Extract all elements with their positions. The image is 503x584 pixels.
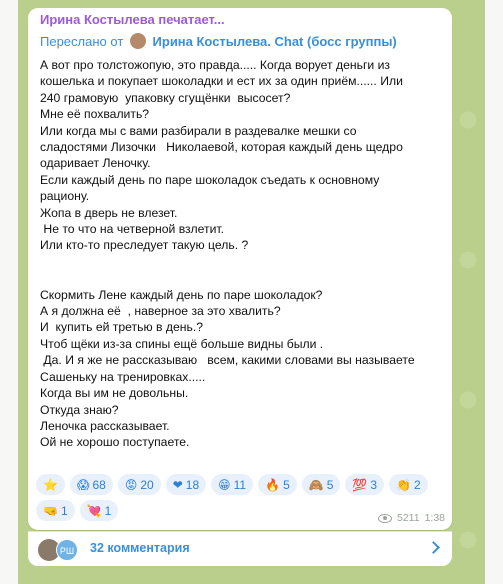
reaction-chip[interactable] xyxy=(302,474,341,495)
reaction-count: 5 xyxy=(326,477,334,492)
message-line: Когда вы им не довольны. xyxy=(40,386,189,401)
message-line: Да. И я же не рассказываю всем, какими словами вы называете xyxy=(40,353,415,368)
reaction-count: 20 xyxy=(140,477,154,492)
views-count: 5211 xyxy=(396,512,420,524)
message-line: А я должна её , наверное за это хвалить? xyxy=(40,304,281,319)
heart-arrow-icon: 💘 xyxy=(86,503,102,518)
see-no-evil-monkey-icon: 🙈 xyxy=(308,477,324,492)
message-meta xyxy=(378,512,445,524)
screaming-face-icon: 😱 xyxy=(76,477,90,492)
reaction-chip[interactable] xyxy=(36,500,75,521)
commenter-avatar-initials: РШ xyxy=(56,539,78,561)
fist-icon: 🤜 xyxy=(43,503,58,518)
reaction-chip[interactable] xyxy=(70,474,113,495)
chevron-right-icon[interactable] xyxy=(427,541,440,554)
reaction-chip[interactable] xyxy=(345,474,384,495)
message-line: сладостями Лизочки Николаевой, которая каждый день щедро xyxy=(40,140,403,155)
reaction-count: 3 xyxy=(370,477,378,492)
message-line: Леночка рассказывает. xyxy=(40,418,170,433)
forwarded-prefix: Переслано от xyxy=(40,34,124,49)
forwarded-avatar xyxy=(130,33,146,49)
reaction-count: 1 xyxy=(60,503,68,518)
heart-icon: ❤ xyxy=(172,477,183,492)
reaction-chip[interactable] xyxy=(166,474,206,495)
typing-indicator: Ирина Костылева печатает... xyxy=(40,12,225,27)
message-line: Сашеньку на тренировках..... xyxy=(40,369,206,384)
message-line: Жопа в дверь не влезет. xyxy=(40,205,178,220)
reaction-chip[interactable] xyxy=(118,474,161,495)
message-line: одаривает Леночку. xyxy=(40,156,151,171)
message-line: Чтоб щёки из-за спины ещё больше видны были . xyxy=(40,336,324,351)
message-time: 1:38 xyxy=(424,512,445,524)
forwarded-header[interactable] xyxy=(40,33,397,49)
forwarded-source[interactable]: Ирина Костылева. Chat (босс группы) xyxy=(152,34,397,49)
message-text xyxy=(40,57,450,451)
reaction-count: 2 xyxy=(413,477,421,492)
angry-face-icon: 😡 xyxy=(124,477,138,492)
hundred-points-icon: 💯 xyxy=(352,477,368,492)
star-icon: ⭐ xyxy=(43,477,58,492)
message-line: И купить ей третью в день.? xyxy=(40,320,203,335)
message-line: кошелька и покупает шоколадки и ест их за один приём...... Или xyxy=(40,74,403,89)
reaction-count: 18 xyxy=(185,477,200,492)
reaction-chip[interactable] xyxy=(389,474,428,495)
reaction-count: 11 xyxy=(233,477,247,492)
reaction-chip[interactable] xyxy=(258,474,297,495)
message-line: Скормить Лене каждый день по паре шоколадок? xyxy=(40,287,323,302)
message-line xyxy=(40,254,450,270)
eye-icon xyxy=(378,514,392,523)
message-line: рациону. xyxy=(40,189,90,204)
reaction-count: 68 xyxy=(92,477,106,492)
message-line: А вот про толстожопую, это правда..... Когда ворует деньги из xyxy=(40,58,391,72)
reaction-chip[interactable] xyxy=(211,474,253,495)
reaction-chip[interactable] xyxy=(80,500,119,521)
comments-button[interactable] xyxy=(28,532,452,566)
grinning-face-icon: 😁 xyxy=(218,477,231,492)
reaction-count: 5 xyxy=(283,477,290,492)
message-line: Ой не хорошо поступаете. xyxy=(40,435,190,450)
clapping-hands-icon: 👏 xyxy=(396,477,411,492)
message-line: Или когда мы с вами разбирали в раздевалке мешки со xyxy=(40,123,357,138)
message-line: Мне её похвалить? xyxy=(40,107,150,122)
message-line: Не то что на четверной взлетит. xyxy=(40,222,224,237)
reaction-chip[interactable] xyxy=(36,474,65,495)
comments-label[interactable]: 32 комментария xyxy=(90,541,190,555)
message-line xyxy=(40,270,450,286)
message-line: 240 грамовую упаковку сгущёнки высосет? xyxy=(40,90,291,105)
reaction-count: 1 xyxy=(104,503,112,518)
fire-icon: 🔥 xyxy=(265,477,281,492)
message-line: Если каждый день по паре шоколадок съедать к основному xyxy=(40,172,380,187)
message-line: Откуда знаю? xyxy=(40,402,119,417)
message-line: Или кто-то преследует такую цель. ? xyxy=(40,238,249,253)
